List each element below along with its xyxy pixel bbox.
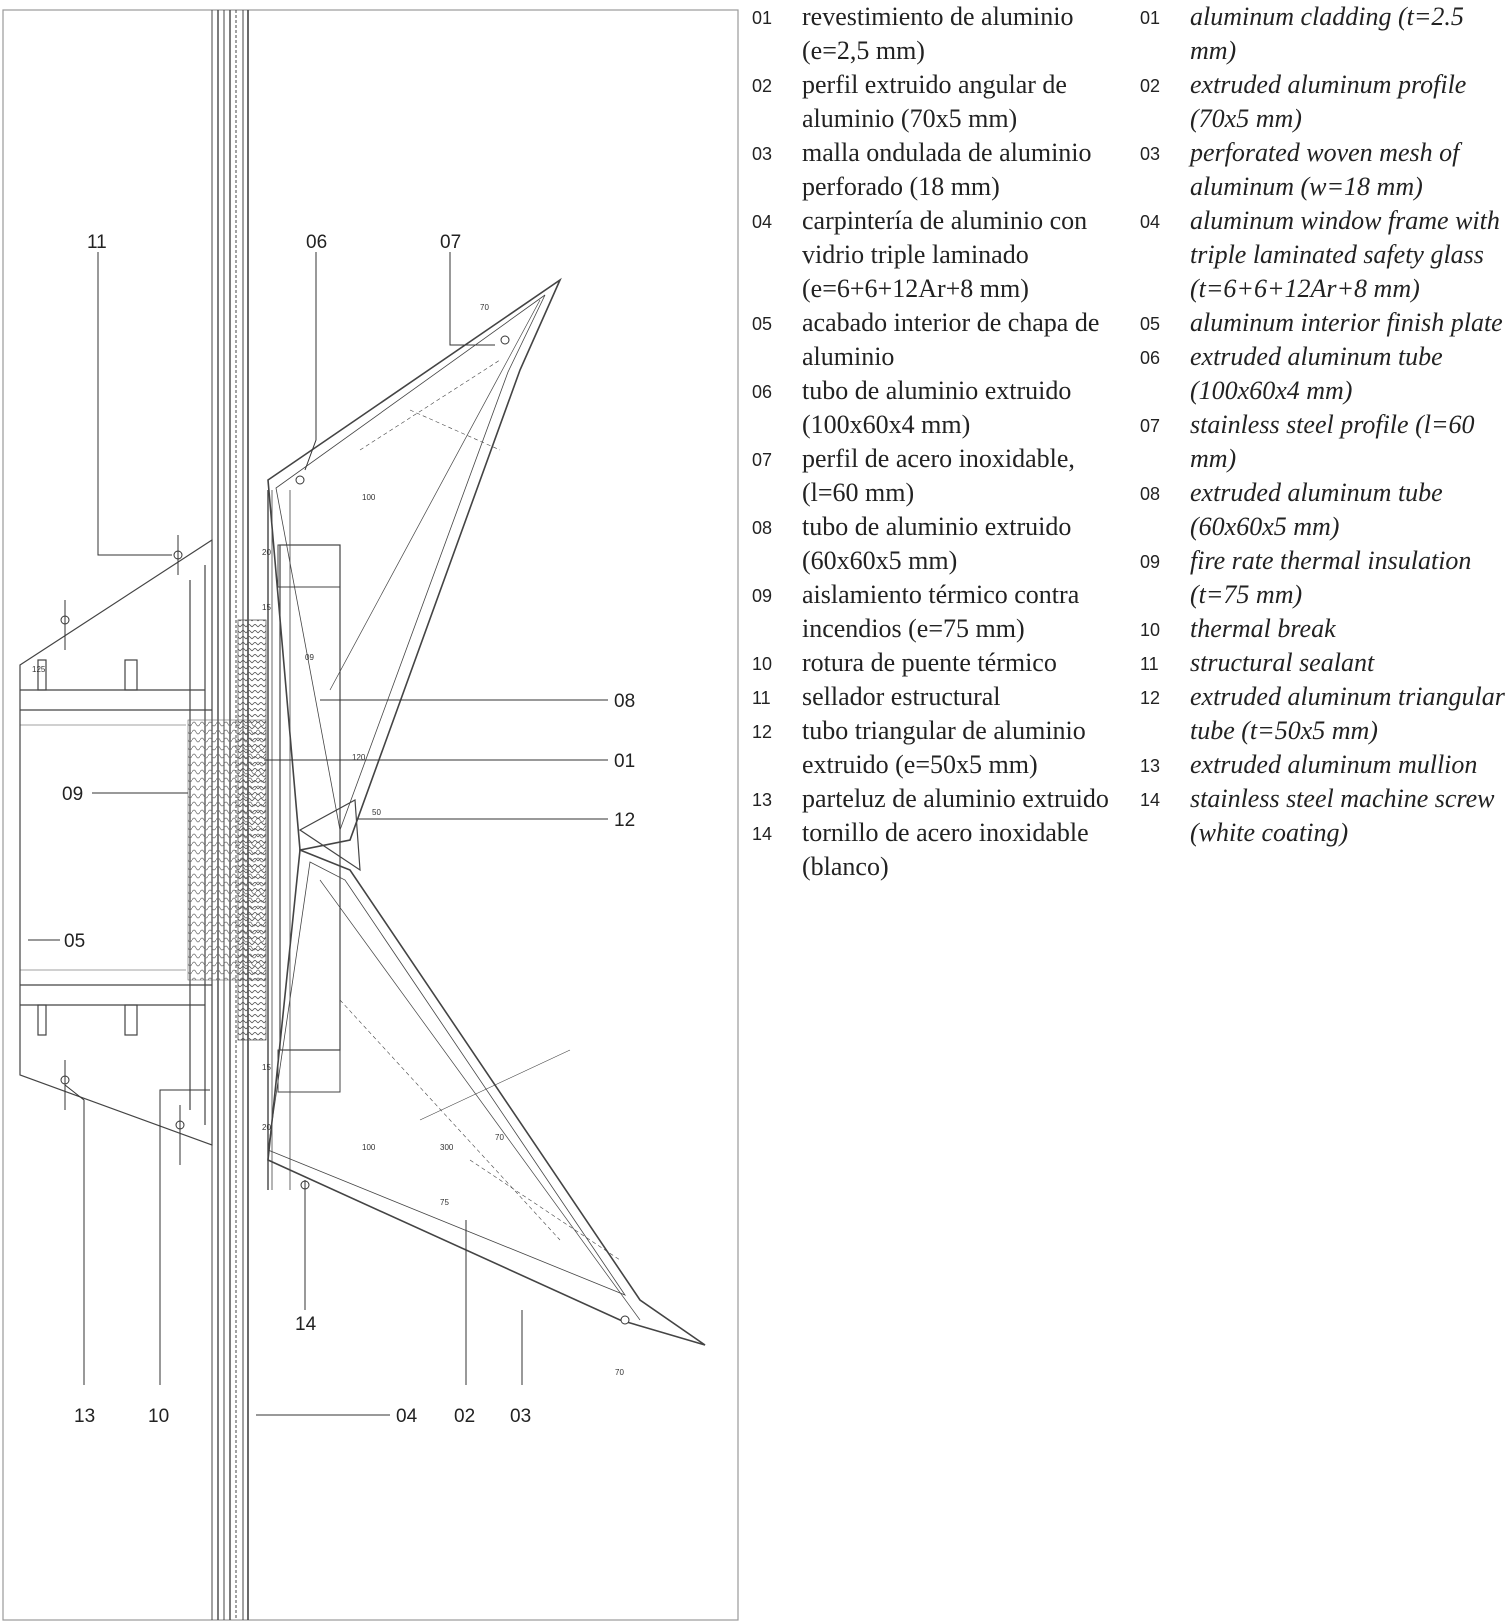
legend-number: 05 xyxy=(1140,314,1161,334)
legend-number: 02 xyxy=(1140,76,1161,96)
callout-06: 06 xyxy=(306,232,328,253)
legend-text: perfil extruido angular de aluminio (70x5 mm) xyxy=(802,70,1067,133)
legend-en-item xyxy=(1140,0,1512,68)
insulation-upper-band xyxy=(238,620,266,1040)
dim-300: 300 xyxy=(440,1143,454,1152)
legend-text: extruded aluminum tube (60x60x5 mm) xyxy=(1190,478,1443,541)
legend-es-item xyxy=(752,442,1122,510)
dim-20-a: 20 xyxy=(262,548,271,557)
dim-125: 125 xyxy=(32,665,46,674)
legend-text: perfil de acero inoxidable, (l=60 mm) xyxy=(802,444,1075,507)
legend-es-item xyxy=(752,782,1122,816)
legend-text: stainless steel profile (l=60 mm) xyxy=(1190,410,1475,473)
callout-08: 08 xyxy=(614,691,636,712)
legend-number: 04 xyxy=(1140,212,1161,232)
legend-number: 04 xyxy=(752,212,773,232)
legend-en-item xyxy=(1140,646,1512,680)
dim-20-b: 20 xyxy=(262,1123,271,1132)
legend-number: 14 xyxy=(1140,790,1161,810)
legend-en-item xyxy=(1140,306,1512,340)
legend-text: acabado interior de chapa de aluminio xyxy=(802,308,1100,371)
dim-100-a: 100 xyxy=(362,493,376,502)
legend-text: aluminum cladding (t=2.5 mm) xyxy=(1190,2,1464,65)
legend-es-item xyxy=(752,578,1122,646)
legend-text: tubo de aluminio extruido (60x60x5 mm) xyxy=(802,512,1072,575)
legend-text: extruded aluminum tube (100x60x4 mm) xyxy=(1190,342,1443,405)
legend-number: 07 xyxy=(1140,416,1161,436)
legend-spanish xyxy=(752,0,1122,884)
callout-03: 03 xyxy=(510,1406,532,1427)
callout-01: 01 xyxy=(614,751,636,772)
legend-en-item xyxy=(1140,408,1512,476)
legend-number: 01 xyxy=(752,8,773,28)
upper-fin xyxy=(268,280,560,870)
legend-es-item xyxy=(752,680,1122,714)
dim-50: 50 xyxy=(372,808,381,817)
legend-en-item xyxy=(1140,544,1512,612)
callout-13: 13 xyxy=(74,1406,96,1427)
aluminum-tube-08 xyxy=(280,545,340,1050)
leader-lines xyxy=(28,252,608,1415)
legend-number: 12 xyxy=(752,722,773,742)
legend-es-item xyxy=(752,68,1122,136)
legend-es-item xyxy=(752,816,1122,884)
dim-120: 120 xyxy=(352,753,366,762)
legend-text: aislamiento térmico contra incendios (e=75 mm) xyxy=(802,580,1080,643)
cladding-plate xyxy=(268,490,290,1190)
legend-text: extruded aluminum mullion xyxy=(1190,750,1478,779)
legend-text: perforated woven mesh of aluminum (w=18 mm) xyxy=(1190,138,1460,201)
legend-text: sellador estructural xyxy=(802,682,1001,711)
legend-text: tubo de aluminio extruido (100x60x4 mm) xyxy=(802,376,1072,439)
legend-text: tornillo de acero inoxidable (blanco) xyxy=(802,818,1089,881)
legend-text: rotura de puente térmico xyxy=(802,648,1057,677)
aluminum-tube-06-bottom xyxy=(278,1050,340,1092)
screws xyxy=(61,336,629,1324)
callout-02: 02 xyxy=(454,1406,476,1427)
section-drawing xyxy=(0,0,740,1623)
dim-70-top: 70 xyxy=(480,303,489,312)
legend-number: 08 xyxy=(752,518,773,538)
legend-en-item xyxy=(1140,612,1512,646)
legend-number: 10 xyxy=(752,654,773,674)
legend-number: 13 xyxy=(1140,756,1161,776)
lower-fin xyxy=(268,850,705,1345)
legend-text: revestimiento de aluminio (e=2,5 mm) xyxy=(802,2,1074,65)
legend-en-item xyxy=(1140,204,1512,306)
legend-en-item xyxy=(1140,782,1512,850)
legend-text: structural sealant xyxy=(1190,648,1375,677)
legend-number: 06 xyxy=(1140,348,1161,368)
legend-number: 06 xyxy=(752,382,773,402)
dim-15-a: 15 xyxy=(262,603,271,612)
legend-number: 14 xyxy=(752,824,773,844)
callout-04: 04 xyxy=(396,1406,418,1427)
legend-text: stainless steel machine screw (white coating) xyxy=(1190,784,1495,847)
legend-en-item xyxy=(1140,476,1512,544)
dim-15-b: 15 xyxy=(262,1063,271,1072)
legend-number: 11 xyxy=(1140,654,1159,674)
legend-es-item xyxy=(752,714,1122,782)
legend-number: 09 xyxy=(1140,552,1161,572)
legend-en-item xyxy=(1140,340,1512,408)
dim-70-tip: 70 xyxy=(615,1368,624,1377)
callout-07: 07 xyxy=(440,232,462,253)
legend-es-item xyxy=(752,306,1122,374)
legend-number: 12 xyxy=(1140,688,1161,708)
legend-number: 08 xyxy=(1140,484,1161,504)
callout-10: 10 xyxy=(148,1406,170,1427)
legend-es-item xyxy=(752,374,1122,442)
legend-number: 03 xyxy=(1140,144,1161,164)
legend-number: 03 xyxy=(752,144,773,164)
legend-text: extruded aluminum profile (70x5 mm) xyxy=(1190,70,1467,133)
dim-100-b: 100 xyxy=(362,1143,376,1152)
legend-en-item xyxy=(1140,68,1512,136)
legend-es-item xyxy=(752,646,1122,680)
legend-number: 10 xyxy=(1140,620,1161,640)
legend-number: 09 xyxy=(752,586,773,606)
legend-es-item xyxy=(752,510,1122,578)
legend-es-item xyxy=(752,204,1122,306)
callout-11: 11 xyxy=(87,232,107,253)
legend-english xyxy=(1140,0,1512,850)
aluminum-tube-06-top xyxy=(278,545,340,587)
legend-en-item xyxy=(1140,136,1512,204)
dim-75: 75 xyxy=(440,1198,449,1207)
legend-text: parteluz de aluminio extruido xyxy=(802,784,1109,813)
callout-12: 12 xyxy=(614,810,636,831)
callout-14: 14 xyxy=(295,1314,317,1335)
legend-text: extruded aluminum triangular tube (t=50x5 mm) xyxy=(1190,682,1505,745)
legend-en-item xyxy=(1140,680,1512,748)
callout-09: 09 xyxy=(62,784,84,805)
legend-text: aluminum window frame with triple laminated safety glass (t=6+6+12Ar+8 mm) xyxy=(1190,206,1500,303)
legend-number: 01 xyxy=(1140,8,1161,28)
legend-text: aluminum interior finish plate xyxy=(1190,308,1503,337)
callout-05: 05 xyxy=(64,931,86,952)
legend-text: carpintería de aluminio con vidrio triple laminado (e=6+6+12Ar+8 mm) xyxy=(802,206,1088,303)
legend-text: fire rate thermal insulation (t=75 mm) xyxy=(1190,546,1472,609)
legend-text: thermal break xyxy=(1190,614,1336,643)
legend-number: 07 xyxy=(752,450,773,470)
legend-es-item xyxy=(752,0,1122,68)
dim-70-bot: 70 xyxy=(495,1133,504,1142)
legend-number: 11 xyxy=(752,688,771,708)
legend-number: 02 xyxy=(752,76,773,96)
legend-es-item xyxy=(752,136,1122,204)
legend-text: tubo triangular de aluminio extruido (e=50x5 mm) xyxy=(802,716,1086,779)
dim-09: 09 xyxy=(305,653,314,662)
legend-number: 13 xyxy=(752,790,773,810)
legend-number: 05 xyxy=(752,314,773,334)
legend-text: malla ondulada de aluminio perforado (18 mm) xyxy=(802,138,1092,201)
legend-en-item xyxy=(1140,748,1512,782)
mullion-assembly xyxy=(20,540,212,1145)
